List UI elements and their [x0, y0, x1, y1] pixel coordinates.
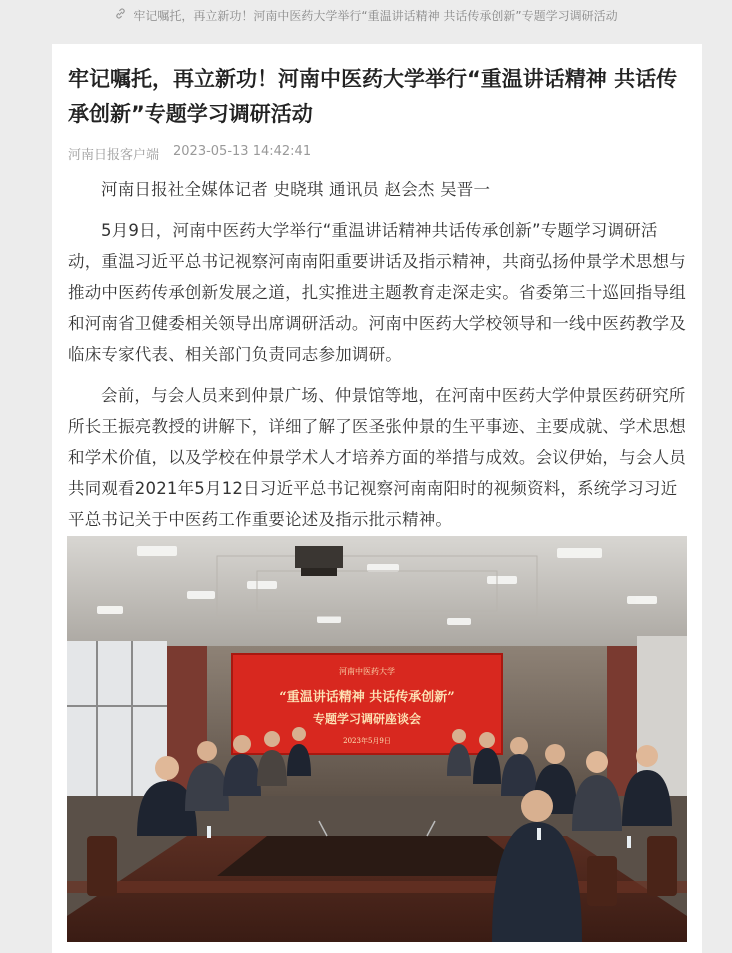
article-source[interactable]: 河南日报客户端 — [68, 148, 160, 163]
breadcrumb-text: 牢记嘱托，再立新功！河南中医药大学举行“重温讲话精神 共话传承创新”专题学习调研活动 — [133, 8, 618, 23]
article-meta — [68, 144, 311, 163]
article-card — [52, 44, 702, 953]
breadcrumb — [0, 0, 732, 30]
article-photo[interactable] — [67, 536, 687, 942]
article-body — [68, 174, 688, 545]
article-paragraph: 会前，与会人员来到仲景广场、仲景馆等地，在河南中医药大学仲景医药研究所所长王振亮教授的讲解下，详细了解了医圣张仲景的生平事迹、主要成就、学术思想和学术价值，以及学校在仲景学术人才培养方面的举措与成效。会议伊始，与会人员共同观看2021年5月12日习近平总书记视察河南南阳时的视频资料，系统学习习近平总书记关于中医药工作重要论述及指示批示精神。 — [68, 386, 686, 529]
article-title: 牢记嘱托，再立新功！河南中医药大学举行“重温讲话精神 共话传承创新”专题学习调研活动 — [68, 67, 678, 126]
screen-school: 河南中医药大学 — [339, 667, 395, 676]
screen-title-line2: 专题学习调研座谈会 — [312, 712, 422, 726]
screen-title-line1: “重温讲话精神 共话传承创新” — [279, 690, 455, 705]
article-paragraph: 5月9日，河南中医药大学举行“重温讲话精神共话传承创新”专题学习调研活动，重温习近平总书记视察河南南阳重要讲话及指示精神，共商弘扬仲景学术思想与推动中医药传承创新发展之道，扎实推进主题教育走深走实。省委第三十巡回指导组和河南省卫健委相关领导出席调研活动。河南中医药大学校领导和一线中医药教学及临床专家代表、相关部门负责同志参加调研。 — [68, 221, 686, 364]
article-datetime: 2023-05-13 14:42:41 — [173, 144, 312, 159]
article-byline: 河南日报社全媒体记者 史晓琪 通讯员 赵会杰 吴晋一 — [101, 180, 491, 199]
link-icon — [114, 7, 127, 23]
meeting-room-illustration — [67, 536, 687, 942]
screen-date: 2023年5月9日 — [343, 737, 391, 745]
